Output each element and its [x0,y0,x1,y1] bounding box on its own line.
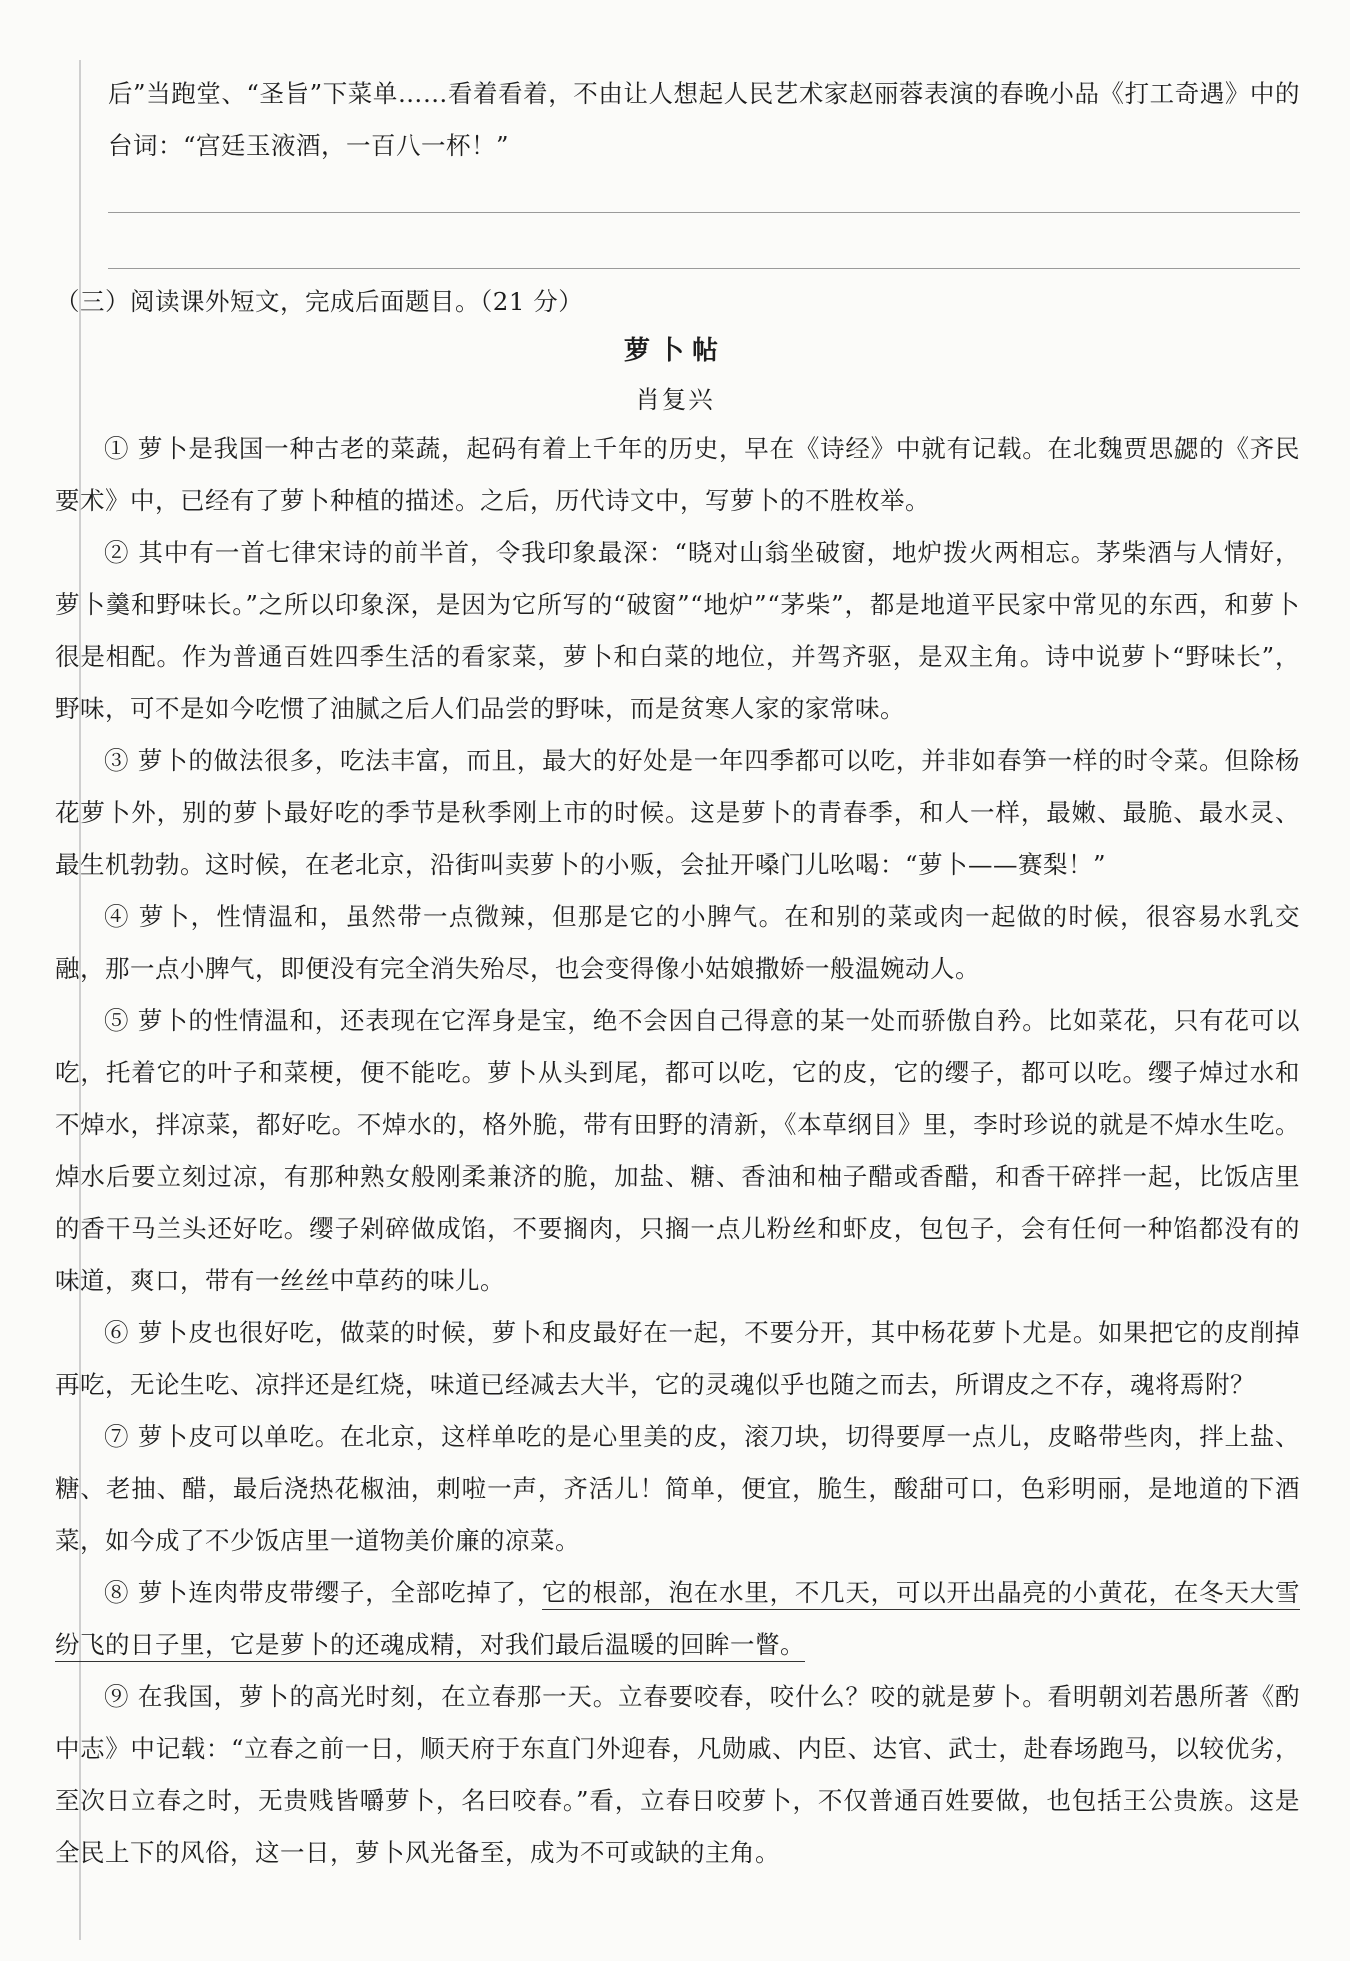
paragraph-4: ④ 萝卜，性情温和，虽然带一点微辣，但那是它的小脾气。在和别的菜或肉一起做的时候，很容易水乳交融，那一点小脾气，即便没有完全消失殆尽，也会变得像小姑娘撒娇一般温婉动人。 [55,902,1300,983]
paragraph-3: ③ 萝卜的做法很多，吃法丰富，而且，最大的好处是一年四季都可以吃，并非如春笋一样的时令菜。但除杨花萝卜外，别的萝卜最好吃的季节是秋季刚上市的时候。这是萝卜的青春季，和人一样，最嫩、最脆、最水灵、最生机勃勃。这时候，在老北京，沿街叫卖萝卜的小贩，会扯开嗓门儿吆喝：“萝卜——赛梨！” [55,746,1300,879]
paragraph-1: ① 萝卜是我国一种古老的菜蔬，起码有着上千年的历史，早在《诗经》中就有记载。在北魏贾思勰的《齐民要术》中，已经有了萝卜种植的描述。之后，历代诗文中，写萝卜的不胜枚举。 [55,434,1300,515]
continuation-paragraph: 后”当跑堂、“圣旨”下菜单……看着看着，不由让人想起人民艺术家赵丽蓉表演的春晚小品《打工奇遇》中的台词：“宫廷玉液酒，一百八一杯！” [108,79,1300,160]
article-author: 肖复兴 [635,385,715,414]
paragraph-7: ⑦ 萝卜皮可以单吃。在北京，这样单吃的是心里美的皮，滚刀块，切得要厚一点儿，皮略带些肉，拌上盐、糖、老抽、醋，最后浇热花椒油，刺啦一声，齐活儿！简单，便宜，脆生，酸甜可口，色彩明丽，是地道的下酒菜，如今成了不少饭店里一道物美价廉的凉菜。 [55,1422,1300,1555]
answer-line-1[interactable] [108,212,1300,213]
paragraph-8-plain: ⑧ 萝卜连肉带皮带缨子，全部吃掉了， [104,1578,543,1607]
article-body [55,423,1300,1879]
article-title: 萝卜帖 [623,336,726,366]
answer-line-2[interactable] [108,268,1300,269]
paragraph-8 [55,1567,1300,1671]
section-heading: （三）阅读课外短文，完成后面题目。（21 分） [55,287,584,316]
paragraph-5: ⑤ 萝卜的性情温和，还表现在它浑身是宝，绝不会因自己得意的某一处而骄傲自矜。比如菜花，只有花可以吃，托着它的叶子和菜梗，便不能吃。萝卜从头到尾，都可以吃，它的皮，它的缨子，都可以吃。缨子焯过水和不焯水，拌凉菜，都好吃。不焯水的，格外脆，带有田野的清新，《本草纲目》里，李时珍说的就是不焯水生吃。焯水后要立刻过凉，有那种熟女般刚柔兼济的脆，加盐、糖、香油和柚子醋或香醋，和香干碎拌一起，比饭店里的香干马兰头还好吃。缨子剁碎做成馅，不要搁肉，只搁一点儿粉丝和虾皮，包包子，会有任何一种馅都没有的味道，爽口，带有一丝丝中草药的味儿。 [55,1006,1300,1295]
paragraph-9: ⑨ 在我国，萝卜的高光时刻，在立春那一天。立春要咬春，咬什么？咬的就是萝卜。看明朝刘若愚所著《酌中志》中记载：“立春之前一日，顺天府于东直门外迎春，凡勋戚、内臣、达官、武士，赴春场跑马，以较优劣，至次日立春之时，无贵贱皆嚼萝卜，名曰咬春。”看，立春日咬萝卜，不仅普通百姓要做，也包括王公贵族。这是全民上下的风俗，这一日，萝卜风光备至，成为不可或缺的主角。 [55,1682,1300,1867]
paragraph-2: ② 其中有一首七律宋诗的前半首，令我印象最深：“晓对山翁坐破窗，地炉拨火两相忘。茅柴酒与人情好，萝卜羹和野味长。”之所以印象深，是因为它所写的“破窗”“地炉”“茅柴”，都是地道平民家中常见的东西，和萝卜很是相配。作为普通百姓四季生活的看家菜，萝卜和白菜的地位，并驾齐驱，是双主角。诗中说萝卜“野味长”，野味，可不是如今吃惯了油腻之后人们品尝的野味，而是贫寒人家的家常味。 [55,538,1300,723]
underlined-sentence: 它的根部，泡在水里，不几天，可以开出晶亮的小黄花，在冬天大雪纷飞的日子里，它是萝卜的还魂成精，对我们最后温暖的回眸一瞥。 [55,1578,1300,1662]
paragraph-6: ⑥ 萝卜皮也很好吃，做菜的时候，萝卜和皮最好在一起，不要分开，其中杨花萝卜尤是。如果把它的皮削掉再吃，无论生吃、凉拌还是红烧，味道已经减去大半，它的灵魂似乎也随之而去，所谓皮之不存，魂将焉附？ [55,1318,1300,1399]
